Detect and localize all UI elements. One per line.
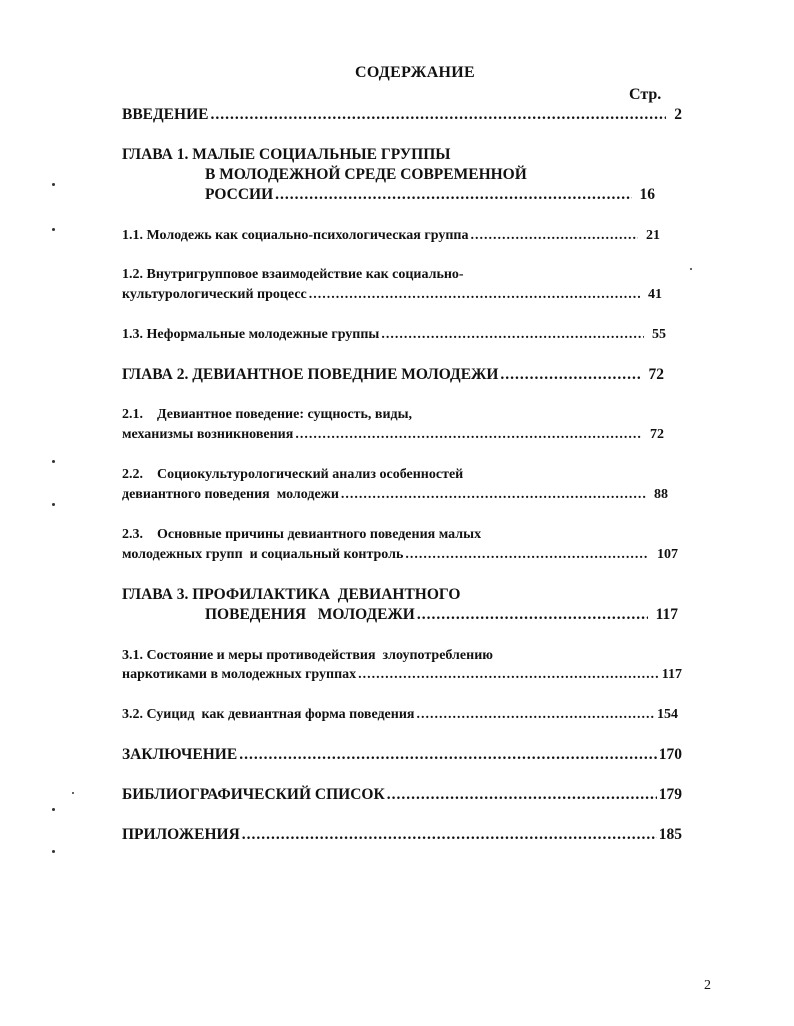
scan-speck xyxy=(690,268,692,270)
toc-entry-2-2-line1: 2.2. Социокультурологический анализ особенностей xyxy=(122,467,464,482)
toc-chapter-1-line3: РОССИИ ..... 16 xyxy=(205,186,655,204)
toc-chapter-1-line1: ГЛАВА 1. МАЛЫЕ СОЦИАЛЬНЫЕ ГРУППЫ xyxy=(122,146,451,163)
toc-chapter-3-line1: ГЛАВА 3. ПРОФИЛАКТИКА ДЕВИАНТНОГО xyxy=(122,586,461,603)
toc-entry-2-1-line2: механизмы возникновения ..... 72 xyxy=(122,427,664,443)
scan-speck xyxy=(52,460,55,463)
scan-speck xyxy=(52,850,55,853)
toc-entry-3-1-line1: 3.1. Состояние и меры противодействия злоупотреблению xyxy=(122,648,493,663)
page-column-label: Стр. xyxy=(629,86,662,103)
toc-chapter-3-line2: ПОВЕДЕНИЯ МОЛОДЕЖИ ..... 117 xyxy=(205,606,678,624)
toc-entry-1-3: 1.3. Неформальные молодежные группы ..... 55 xyxy=(122,327,666,343)
toc-entry-2-3-line2: молодежных групп и социальный контроль ..... 107 xyxy=(122,547,678,563)
toc-entry-bibliography: БИБЛИОГРАФИЧЕСКИЙ СПИСОК ..... 179 xyxy=(122,786,682,804)
toc-entry-appendices: ПРИЛОЖЕНИЯ ..... 185 xyxy=(122,826,682,844)
page-number: 2 xyxy=(704,978,711,993)
toc-heading: СОДЕРЖАНИЕ xyxy=(354,64,476,81)
toc-entry-introduction: ВВЕДЕНИЕ ..... 2 xyxy=(122,106,682,124)
toc-entry-2-3-line1: 2.3. Основные причины девиантного поведения малых xyxy=(122,527,482,542)
toc-entry-2-1-line1: 2.1. Девиантное поведение: сущность, виды, xyxy=(122,407,413,422)
scan-speck xyxy=(52,808,55,811)
toc-entry-1-1: 1.1. Молодежь как социально-психологическая группа ..... 21 xyxy=(122,228,660,244)
scan-speck xyxy=(52,503,55,506)
toc-entry-1-2-line2: культурологический процесс ..... 41 xyxy=(122,287,662,303)
toc-entry-2-2-line2: девиантного поведения молодежи ..... 88 xyxy=(122,487,668,503)
toc-entry-3-2: 3.2. Суицид как девиантная форма поведения ..... 154 xyxy=(122,707,678,723)
toc-entry-conclusion: ЗАКЛЮЧЕНИЕ ..... 170 xyxy=(122,746,682,764)
toc-entry-1-2-line1: 1.2. Внутригрупповое взаимодействие как социально- xyxy=(122,267,464,282)
toc-chapter-2: ГЛАВА 2. ДЕВИАНТНОЕ ПОВЕДНИЕ МОЛОДЕЖИ ..... 72 xyxy=(122,366,664,384)
scan-speck xyxy=(52,228,55,231)
scan-speck xyxy=(52,183,55,186)
scan-speck xyxy=(72,792,74,794)
toc-entry-3-1-line2: наркотиками в молодежных группах ..... 117 xyxy=(122,667,682,683)
toc-chapter-1-line2: В МОЛОДЕЖНОЙ СРЕДЕ СОВРЕМЕННОЙ xyxy=(205,166,527,183)
